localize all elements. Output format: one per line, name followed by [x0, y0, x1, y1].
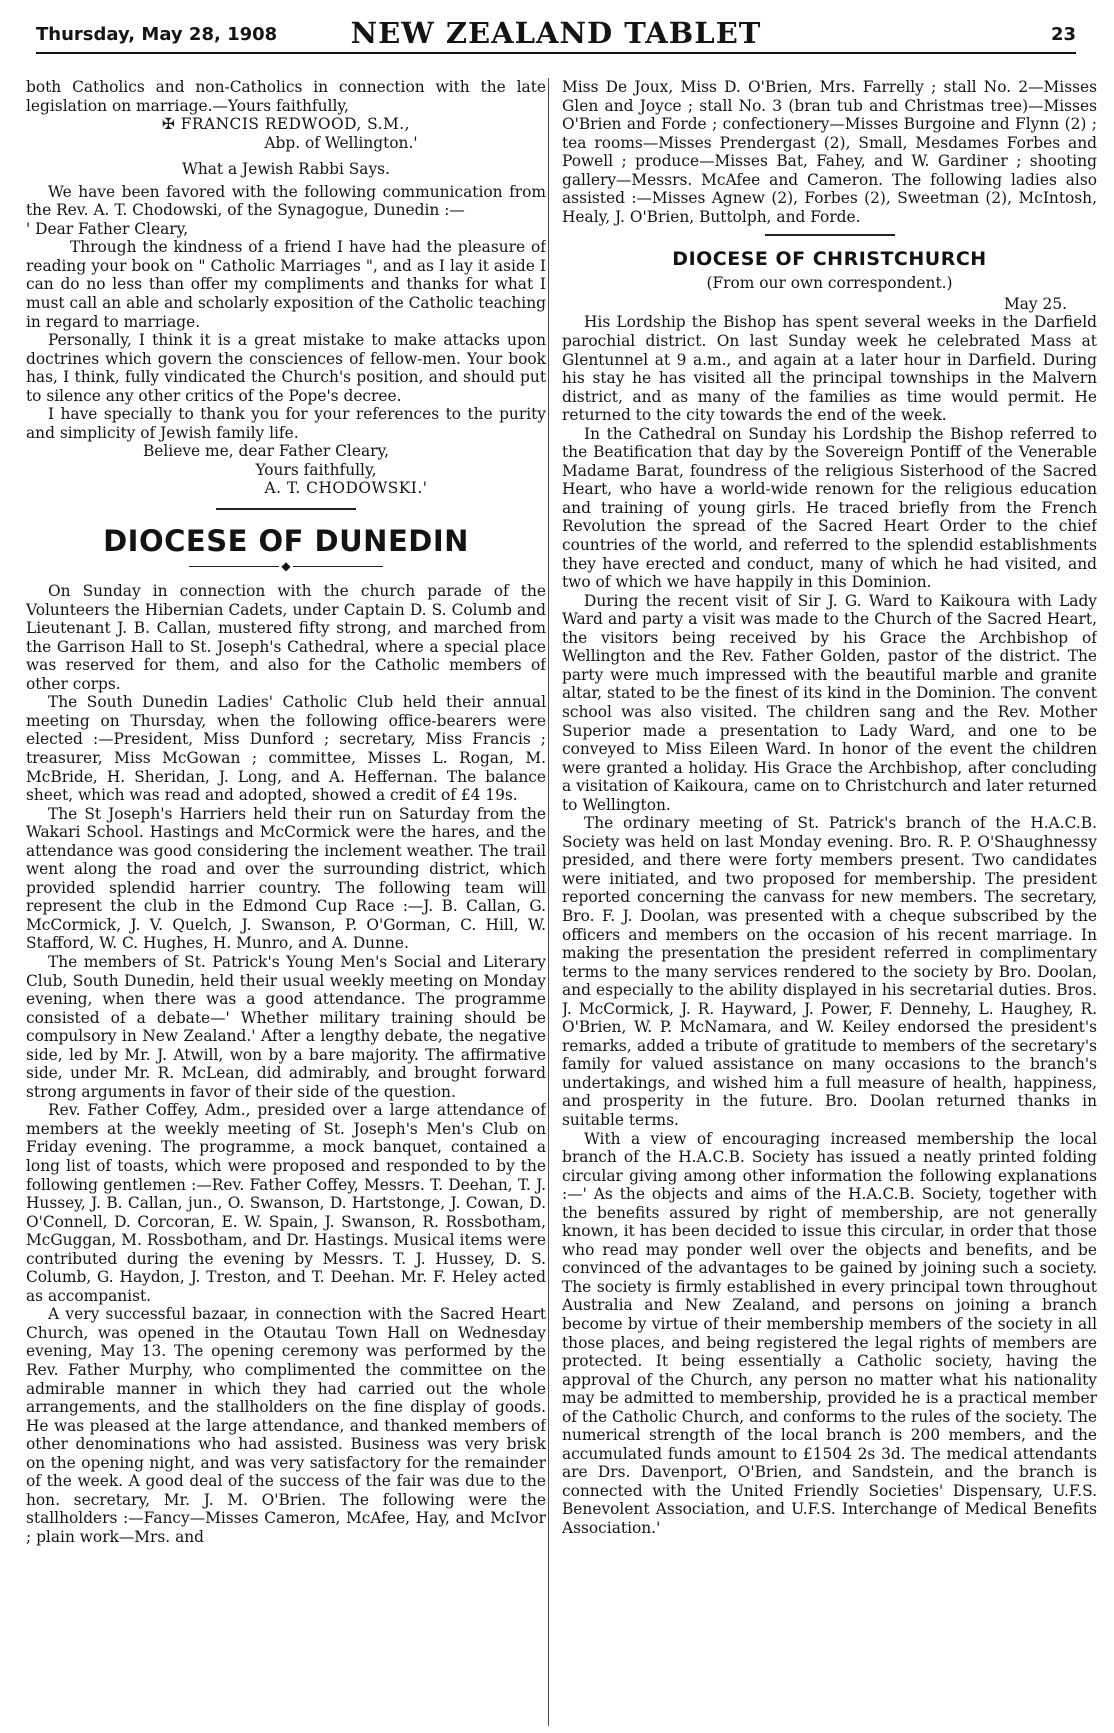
right-column [562, 78, 1097, 1728]
rabbi-salutation: ' Dear Father Cleary, [26, 219, 189, 238]
left-column [26, 78, 546, 1728]
stallholders-continued: Miss De Joux, Miss D. O'Brien, Mrs. Farrelly ; stall No. 2—Misses Glen and Joyce ; stall No. 3 (bran tub and Christmas tree)—Misses O'Brien and Forde ; confectionery—Misses Burgoine and Flynn (2) ; tea rooms—Misses Prendergast (2), Small, Mesdames Forbes and Powell ; produce—Misses Bat, Fahey, and W. Gardiner ; shooting gallery—Messrs. McAfee and Cameron. The following ladies also assisted :—Misses Agnew (2), Forbes (2), Sweetman (2), McIntosh, Healy, J. O'Brien, Buttolph, and Forde. [562, 78, 1097, 226]
rabbi-subheading: What a Jewish Rabbi Says. [182, 160, 390, 179]
rabbi-closing: Believe me, dear Father Cleary, [142, 442, 390, 461]
rabbi-closing: Yours faithfully, [255, 460, 377, 479]
rabbi-signature: A. T. CHODOWSKI.' [264, 479, 428, 498]
rabbi-paragraph: I have specially to thank you for your references to the purity and simplicity of Jewish family life. [26, 405, 546, 442]
masthead-title: NEW ZEALAND TABLET [350, 16, 762, 50]
page-number: 23 [1050, 24, 1076, 45]
article-paragraph: During the recent visit of Sir J. G. Ward to Kaikoura with Lady Ward and party a visit was made to the Church of the Sacred Heart, the visitors being received by his Grace the Archbishop of Wellington and the Rev. Father Golden, pastor of the district. The party were much impressed with the beautiful marble and granite altar, stated to be the finest of its kind in the Dominion. The convent school was also visited. The children sang and the Rev. Mother Superior made a presentation to Lady Ward, and one to be conveyed to Miss Eileen Ward. In honor of the event the children were granted a holiday. His Grace the Archbishop, after concluding a visitation of Kaikoura, came on to Christchurch and later returned to Wellington. [562, 591, 1097, 814]
article-paragraph: On Sunday in connection with the church parade of the Volunteers the Hibernian Cadets, under Captain D. S. Columb and Lieutenant J. B. Callan, mustered fifty strong, and marched from the Garrison Hall to St. Joseph's Cathedral, where a special place was reserved for them, and also for the Catholic members of other corps. [26, 582, 546, 693]
article-paragraph: His Lordship the Bishop has spent several weeks in the Darfield parochial district. On last Sunday week he celebrated Mass at Glentunnel at 9 a.m., and again at a later hour in Darfield. During his stay he has visited all the principal townships in the Malvern district, and as many of the families as time would permit. He returned to the city towards the end of the week. [562, 313, 1097, 425]
page-header [36, 10, 1076, 54]
issue-date: Thursday, May 28, 1908 [36, 24, 278, 45]
section-title-dunedin: DIOCESE OF DUNEDIN [103, 524, 469, 559]
dateline: May 25. [1004, 294, 1067, 313]
article-paragraph: The ordinary meeting of St. Patrick's branch of the H.A.C.B. Society was held on last Monday evening. Bro. R. P. O'Shaughnessy presided, and there were forty members present. Two candidates were initiated, and two proposed for membership. The president reported concerning the canvass for new members. The secretary, Bro. F. J. Doolan, was presented with a cheque subscribed by the officers and members on the occasion of his recent marriage. In making the presentation the president referred in complimentary terms to the many services rendered to the society by Bro. Doolan, and especially to the ability displayed in his secretarial duties. Bros. J. McCormick, J. R. Hayward, J. Power, F. Dennehy, L. Haughey, R. O'Brien, W. P. McNamara, and W. Keiley endorsed the president's remarks, added a tribute of gratitude to members of the secretary's family for valued assistance on many occasions to the branch's undertakings, and wished him a full measure of health, happiness, and prosperity in the future. Bro. Doolan returned thanks in suitable terms. [562, 814, 1097, 1129]
correspondent-line: (From our own correspondent.) [706, 274, 953, 293]
article-paragraph: The St Joseph's Harriers held their run on Saturday from the Wakari School. Hastings and McCormick were the hares, and the attendance was good considering the inclement weather. The trail went along the road and over the surrounding district, which provided splendid harrier country. The following team will represent the club in the Edmond Cup Race :—J. B. Callan, G. McCormick, J. V. Quelch, J. Swanson, P. O'Gorman, C. Hill, W. Stafford, W. C. Hughes, H. Munro, and A. Dunne. [26, 804, 546, 953]
section-rule [765, 234, 895, 236]
section-title-christchurch: DIOCESE OF CHRISTCHURCH [672, 248, 987, 271]
rabbi-paragraph: Personally, I think it is a great mistake to make attacks upon doctrines which govern the consciences of fellow-men. Your book has, I think, fully vindicated the Church's position, and should put to silence any other critics of the Pope's decree. [26, 331, 546, 405]
article-paragraph: A very successful bazaar, in connection with the Sacred Heart Church, was opened in the Otautau Town Hall on Wednesday evening, May 13. The opening ceremony was performed by the Rev. Father Murphy, who complimented the committee on the admirable manner in which they had carried out the whole arrangements, and the stallholders on the fine display of goods. He was pleased at the large attendance, and thanked members of other denominations who had assisted. Business was very brisk on the opening night, and was very satisfactory for the remainder of the week. A good deal of the success of the fair was due to the hon. secretary, Mr. J. M. O'Brien. The following were the stallholders :—Fancy—Misses Cameron, McAfee, Hay, and McIvor ; plain work—Mrs. and [26, 1305, 546, 1546]
article-paragraph: The members of St. Patrick's Young Men's Social and Literary Club, South Dunedin, held their usual weekly meeting on Monday evening, when there was a good attendance. The programme consisted of a debate—' Whether military training should be compulsory in New Zealand.' After a lengthy debate, the negative side, led by Mr. J. Atwill, won by a bare majority. The affirmative side, under Mr. R. McLean, did admirably, and brought forward strong arguments in favor of their side of the question. [26, 952, 546, 1101]
article-paragraph: The South Dunedin Ladies' Catholic Club held their annual meeting on Thursday, when the following office-bearers were elected :—President, Miss Dunford ; secretary, Miss Francis ; treasurer, Miss McGowan ; committee, Misses L. Rogan, M. McBride, H. Sheridan, J. Long, and A. Heffernan. The balance sheet, which was read and adopted, showed a credit of £4 19s. [26, 693, 546, 805]
rabbi-paragraph: Through the kindness of a friend I have had the pleasure of reading your book on " Catholic Marriages ", and as I lay it aside I can do no less than offer my compliments and thanks for what I must call an able and scholarly exposition of the Catholic teaching in regard to marriage. [26, 238, 546, 331]
rabbi-intro: We have been favored with the following communication from the Rev. A. T. Chodowski, of the Synagogue, Dunedin :— [26, 182, 546, 220]
christchurch-articles [562, 313, 1097, 1537]
dunedin-articles [26, 582, 546, 1546]
column-rule [548, 78, 549, 1726]
title-ornament: ◆ [26, 560, 546, 572]
letter-signature: ✠ FRANCIS REDWOOD, S.M., [161, 115, 411, 134]
article-paragraph: In the Cathedral on Sunday his Lordship the Bishop referred to the Beatification that day by the Sovereign Pontiff of the Venerable Madame Barat, foundress of the religious Sisterhood of the Sacred Heart, who have a world-wide renown for the religious education and training of young girls. He traced briefly from the French Revolution the spread of the Sacred Heart Order to the chief countries of the world, and referred to the splendid establishments they have erected and conduct, many of which he had visited, and two of which we have happily in this Dominion. [562, 424, 1097, 592]
article-paragraph: Rev. Father Coffey, Adm., presided over a large attendance of members at the weekly meeting of St. Joseph's Men's Club on Friday evening. The programme, a mock banquet, contained a long list of toasts, which were proposed and responded to by the following gentlemen :—Rev. Father Coffey, Messrs. T. Deehan, T. J. Hussey, J. B. Callan, jun., O. Swanson, D. Hartstonge, J. Cowan, D. O'Connell, D. Corcoran, E. W. Spain, J. Swanson, R. Rossbotham, McGuggan, M. Rossbotham, and Dr. Hastings. Musical items were contributed during the evening by Messrs. T. J. Hussey, D. S. Columb, G. Haydon, J. Treston, and T. Deehan. Mr. F. Heley acted as accompanist. [26, 1101, 546, 1305]
letter-ending: both Catholics and non-Catholics in connection with the late legislation on marriage.—Yours faithfully, [26, 78, 546, 115]
article-paragraph: With a view of encouraging increased membership the local branch of the H.A.C.B. Society has issued a neatly printed folding circular giving among other information the following explanations :—' As the objects and aims of the H.A.C.B. Society, together with the benefits assured by right of membership, are not generally known, it has been decided to issue this circular, in order that those who read may ponder well over the objects and benefits, and be convinced of the advantages to be gained by joining such a society. The society is firmly established in every principal town throughout Australia and New Zealand, and persons on joining a branch become by virtue of their membership members of the society in all those places, and being registered the legal rights of members are protected. It being essentially a Catholic society, having the approval of the Church, any person no matter what his nationality may be admitted to membership, provided he is a practical member of the Catholic Church, and conforms to the rules of the society. The numerical strength of the local branch is 200 members, and the accumulated funds amount to £1504 2s 3d. The medical attendants are Drs. Davenport, O'Brien, and Sandstein, and the branch is connected with the United Friendly Societies' Dispensary, U.F.S. Benevolent Association, and U.F.S. Interchange of Medical Benefits Association.' [562, 1129, 1097, 1538]
section-rule [216, 508, 356, 510]
letter-signature-title: Abp. of Wellington.' [264, 133, 418, 152]
